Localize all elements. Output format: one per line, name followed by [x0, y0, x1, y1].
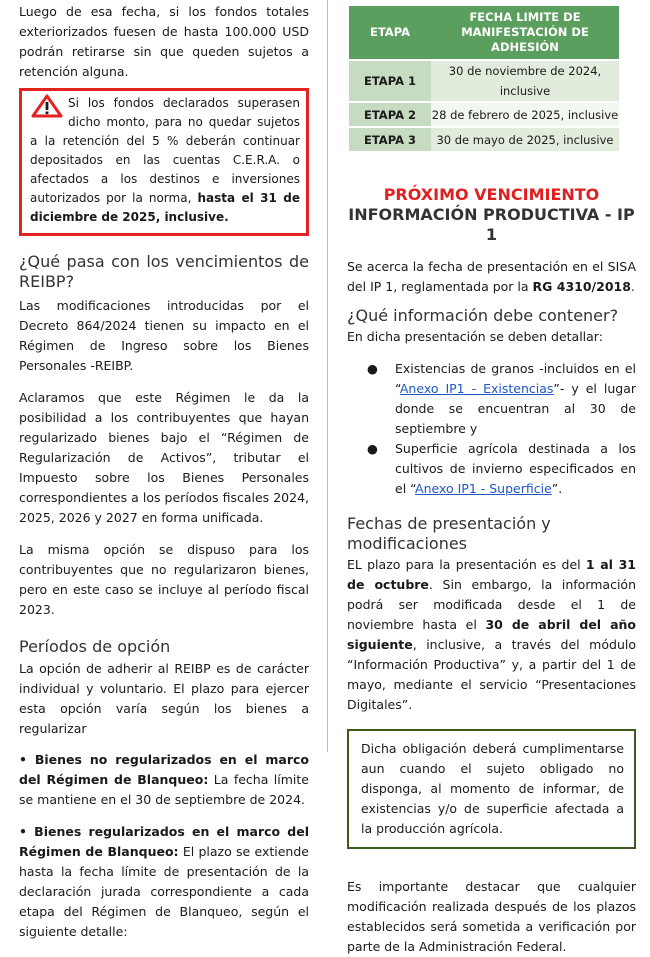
- table-row: [349, 127, 619, 151]
- paragraph-ip1-text: Se acerca la fecha de presentación en el SISA del IP 1, reglamentada por la: [347, 259, 636, 294]
- bullet-regularizados-text: El plazo se extiende hasta la fecha límite de presentación de la declaración jurada correspondiente a cada etapa del Régimen de Blanqueo, según el siguiente detalle:: [19, 844, 309, 939]
- table-row: [349, 60, 619, 102]
- table-cell-stage: ETAPA 1: [349, 60, 431, 102]
- plazo-text: , inclusive, a través del módulo “Información Productiva” y, a partir del 1 de mayo, mediante el servicio “Presentaciones Digitales”.: [347, 637, 636, 712]
- warning-text: Si los fondos declarados superasen dicho monto, para no quedar sujetos a la retención del 5 % deberán continuar depositados en las cuentas C.E.R.A. o afectados a los destinos e inversiones autorizados por la norma,: [30, 96, 300, 205]
- list-item-text: Superficie agrícola destinada a los cultivos de invierno especificados en el “: [395, 441, 636, 496]
- table-header-etapa: ETAPA: [349, 6, 431, 60]
- plazo-deadline: 30 de abril del año siguiente: [347, 617, 636, 652]
- heading-informacion: ¿Qué información debe contener?: [347, 306, 619, 325]
- rg-reference: RG 4310/2018: [532, 279, 631, 294]
- table-cell-date: 28 de febrero de 2025, inclusive: [431, 102, 619, 127]
- bullet-regularizados-title: • Bienes regularizados en el marco del Régimen de Blanqueo:: [19, 824, 309, 859]
- list-item-text: ”.: [551, 481, 563, 496]
- info-list: [347, 359, 636, 499]
- paragraph-ip1: [347, 257, 636, 297]
- table-row: [349, 102, 619, 127]
- paragraph-regimen: Aclaramos que este Régimen le da la posibilidad a los contribuyentes que hayan regularizado bienes bajo el “Régimen de Regularización de Activos”, tributar el Impuesto sobre los Bienes Personales correspondientes a los períodos fiscales 2024, 2025, 2026 y 2027 en forma unificada.: [19, 390, 309, 525]
- list-item: [347, 359, 636, 439]
- intro-paragraph: Luego de esa fecha, si los fondos totales exteriorizados fuesen de hasta 100.000 USD podrán retirarse sin que queden sujetos a retención alguna.: [19, 4, 309, 79]
- paragraph-opcion: La opción de adherir al REIBP es de carácter individual y voluntario. El plazo para ejercer esta opción varía según los bienes a regularizar: [19, 661, 309, 736]
- list-item: [347, 439, 636, 499]
- obligation-text: Dicha obligación deberá cumplimentarse aun cuando el sujeto obligado no disponga, al momento de informar, de existencias y/o de superficie afectada a la producción agrícola.: [361, 741, 624, 836]
- table-cell-date: 30 de noviembre de 2024, inclusive: [431, 60, 619, 102]
- bullet-no-regularizados-title: • Bienes no regularizados en el marco del Régimen de Blanqueo:: [19, 752, 309, 787]
- anexo-superficie-link[interactable]: Anexo IP1 - Superficie: [415, 481, 552, 496]
- title-informacion-productiva: INFORMACIÓN PRODUCTIVA - IP 1: [348, 205, 635, 244]
- warning-box: [19, 88, 309, 236]
- bullet-regularizados: [19, 822, 309, 942]
- obligation-box: [347, 729, 636, 849]
- list-item-text: ”- y el lugar donde se encuentran al 30 de septiembre y: [395, 381, 636, 436]
- etapas-table-wrapper: [349, 6, 636, 151]
- title-proximo-vencimiento: PRÓXIMO VENCIMIENTO: [383, 185, 600, 204]
- paragraph-final: Es importante destacar que cualquier modificación realizada después de los plazos establecidos será sometida a verificación por parte de la Administración Federal.: [347, 879, 636, 954]
- paragraph-decreto: Las modificaciones introducidas por el Decreto 864/2024 tienen su impacto en el Régimen de Ingreso sobre los Bienes Personales -REIBP.: [19, 298, 309, 373]
- paragraph-detallar: En dicha presentación se deben detallar:: [347, 329, 603, 344]
- plazo-text: EL plazo para la presentación es del: [347, 557, 581, 572]
- paragraph-misma-opcion: La misma opción se dispuso para los contribuyentes que no regularizaron bienes, pero en este caso se incluye al período fiscal 2023.: [19, 542, 309, 617]
- table-cell-stage: ETAPA 2: [349, 102, 431, 127]
- list-item-text: Existencias de granos -incluidos en el “: [395, 361, 636, 396]
- bullet-dot-icon: ●: [367, 361, 378, 376]
- table-header-fecha: FECHA LIMITE DE MANIFESTACIÓN DE ADHESIÓN: [431, 6, 619, 60]
- plazo-text: . Sin embargo, la información podrá ser modificada desde el 1 de noviembre hasta el: [347, 577, 636, 632]
- heading-vencimientos: ¿Qué pasa con los vencimientos de REIBP?: [19, 252, 309, 291]
- heading-fechas: Fechas de presentación y modificaciones: [347, 514, 551, 553]
- bullet-no-regularizados-text: La fecha límite se mantiene en el 30 de septiembre de 2024.: [19, 772, 309, 807]
- table-cell-stage: ETAPA 3: [349, 127, 431, 151]
- anexo-existencias-link[interactable]: Anexo IP1 - Existencias: [399, 381, 554, 396]
- etapas-table: [349, 6, 619, 151]
- bullet-no-regularizados: [19, 750, 309, 810]
- warning-triangle-icon: [30, 94, 64, 118]
- warning-bold-text: hasta el 31 de diciembre de 2025, inclusive.: [30, 191, 300, 224]
- plazo-dates: 1 al 31 de octubre: [347, 557, 636, 592]
- heading-periodos: Períodos de opción: [19, 637, 171, 656]
- table-cell-date: 30 de mayo de 2025, inclusive: [431, 127, 619, 151]
- column-divider: [327, 0, 328, 752]
- left-column: [19, 0, 309, 942]
- paragraph-plazo: [347, 555, 636, 715]
- paragraph-ip1-end: .: [630, 279, 635, 294]
- right-column: [347, 0, 636, 957]
- bullet-dot-icon: ●: [367, 441, 378, 456]
